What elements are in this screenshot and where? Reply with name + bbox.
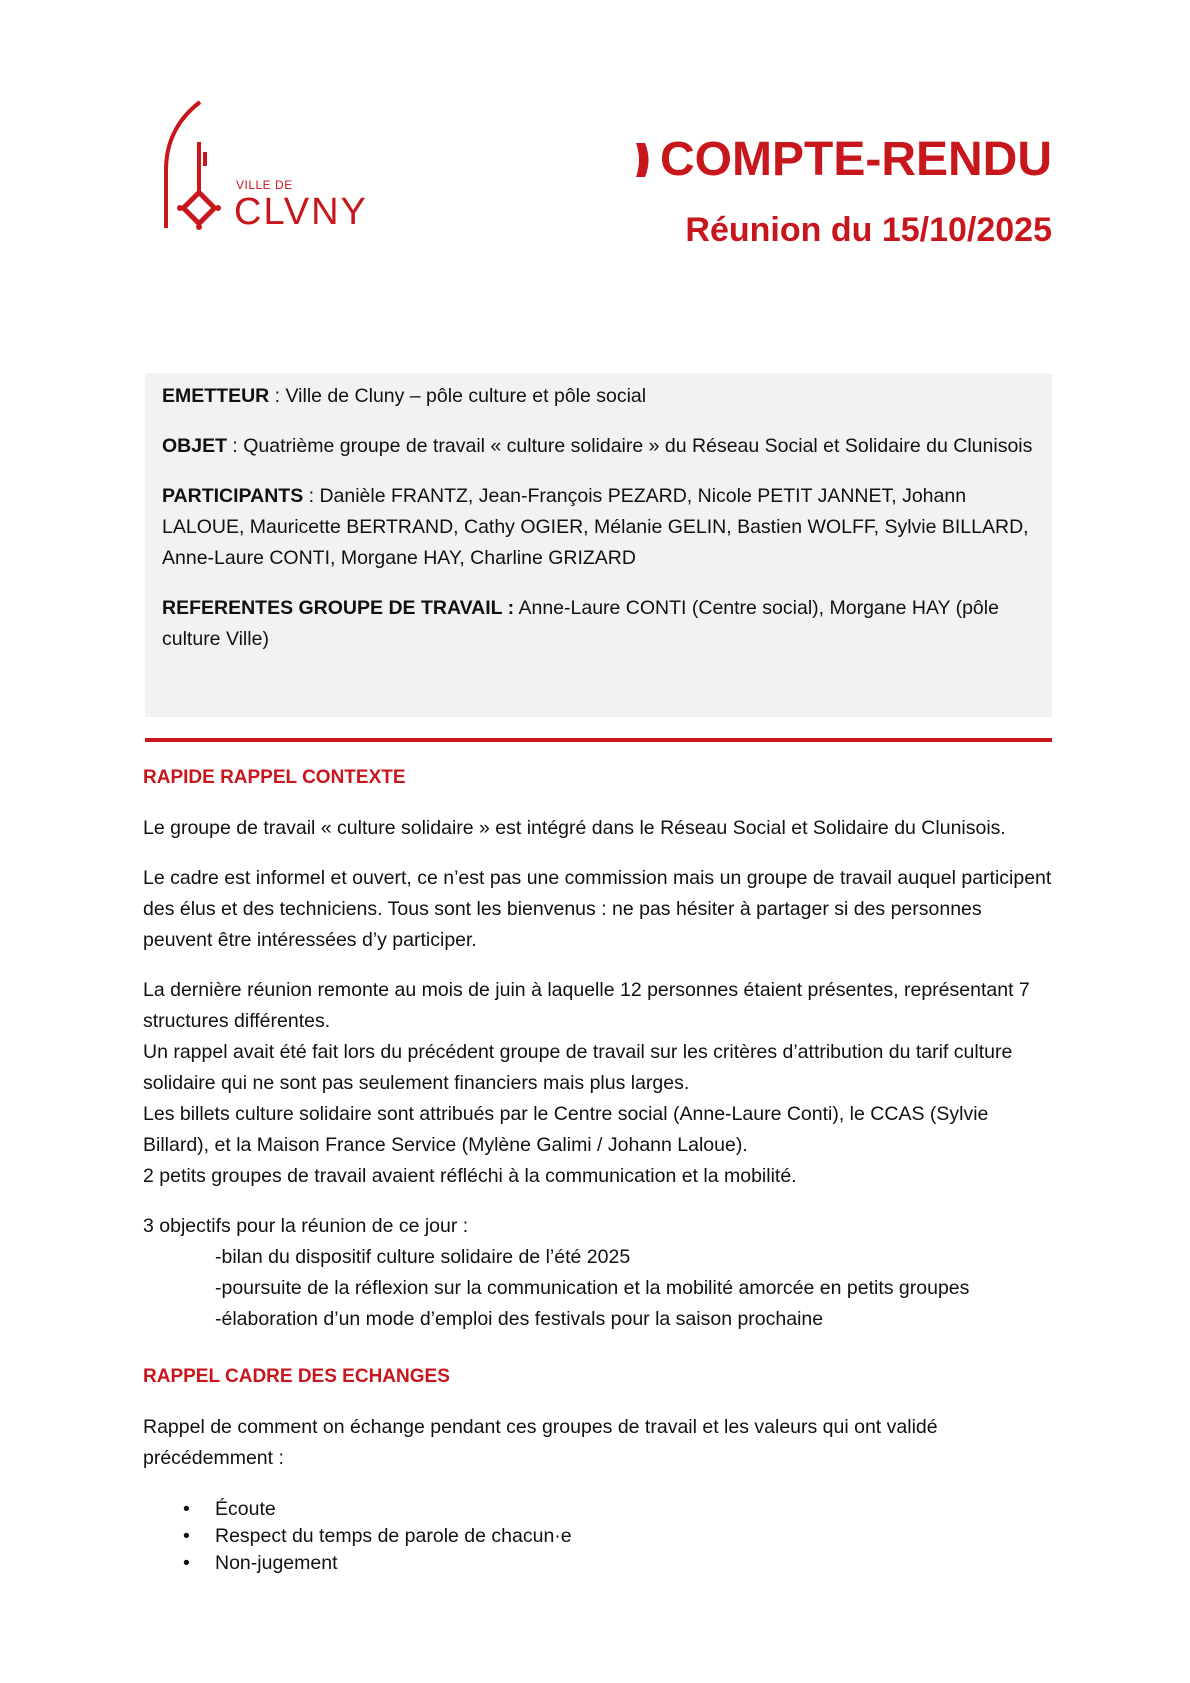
document-title (636, 132, 1052, 188)
objective-item: -élaboration d’un mode d’emploi des festivals pour la saison prochaine (215, 1308, 824, 1330)
values-list (143, 1496, 1055, 1577)
logo-small-text: VILLE DE (236, 178, 293, 192)
bullet-icon: • (183, 1552, 190, 1574)
section-heading-cadre: RAPPEL CADRE DES ECHANGES (143, 1366, 450, 1387)
participants-label: PARTICIPANTS (162, 485, 304, 507)
objective-item: -bilan du dispositif culture solidaire de l’été 2025 (215, 1246, 631, 1268)
logo-large-text: CLVNY (234, 191, 368, 233)
emetteur-value: : Ville de Cluny – pôle culture et pôle social (269, 385, 647, 407)
list-item (143, 1496, 1055, 1523)
paragraph-group (143, 975, 1055, 1192)
referentes-row (162, 593, 1035, 655)
paragraph: Le cadre est informel et ouvert, ce n’est pas une commission mais un groupe de travail auquel participent des élus et des techniciens. Tous sont les bienvenus : ne pas hésiter à partager si des personnes peuvent être intéressées d’y participer. (143, 867, 1052, 951)
meeting-date: Réunion du 15/10/2025 (685, 211, 1052, 249)
referentes-label: REFERENTES GROUPE DE TRAVAIL : (162, 597, 515, 619)
list-item (143, 1550, 1055, 1577)
paragraph: Rappel de comment on échange pendant ces groupes de travail et les valeurs qui ont validé précédemment : (143, 1416, 938, 1469)
paragraph: Le groupe de travail « culture solidaire » est intégré dans le Réseau Social et Solidaire du Clunisois. (143, 817, 1006, 839)
section-divider (145, 738, 1052, 742)
referentes-value: Anne-Laure CONTI (Centre social), Morgane HAY (pôle culture Ville) (162, 597, 999, 650)
section-heading-contexte: RAPIDE RAPPEL CONTEXTE (143, 767, 406, 788)
paragraph-line: Un rappel avait été fait lors du précédent groupe de travail sur les critères d’attribution du tarif culture solidaire qui ne sont pas seulement financiers mais plus larges. (143, 1041, 1013, 1094)
objet-label: OBJET (162, 435, 228, 457)
objectives-intro: 3 objectifs pour la réunion de ce jour : (143, 1215, 469, 1237)
ville-de-cluny-logo (160, 100, 400, 260)
emetteur-label: EMETTEUR (162, 385, 270, 407)
objective-item: -poursuite de la réflexion sur la communication et la mobilité amorcée en petits groupes (215, 1277, 970, 1299)
document-body (143, 762, 1055, 1577)
participants-value: : Danièle FRANTZ, Jean-François PEZARD, Nicole PETIT JANNET, Johann LALOUE, Mauricette BERTRAND, Cathy OGIER, Mélanie GELIN, Bastien WOLFF, Sylvie BILLARD, Anne-Laure CONTI, Morgane HAY, Charline GRIZARD (162, 485, 1029, 569)
bullet-icon: • (183, 1525, 190, 1547)
objet-row (162, 431, 1035, 462)
objet-value: : Quatrième groupe de travail « culture solidaire » du Réseau Social et Solidaire du Clunisois (227, 435, 1033, 457)
paragraph-line: La dernière réunion remonte au mois de juin à laquelle 12 personnes étaient présentes, représentant 7 structures différentes. (143, 979, 1030, 1032)
title-text: COMPTE-RENDU (660, 133, 1052, 186)
document-header (636, 132, 1052, 252)
paragraph-line: Les billets culture solidaire sont attribués par le Centre social (Anne-Laure Conti), le CCAS (Sylvie Billard), et la Maison France Service (Mylène Galimi / Johann Laloue). (143, 1103, 989, 1156)
meeting-info-box (145, 373, 1052, 717)
chevron-bullet-icon (636, 143, 652, 177)
paragraph-line: 2 petits groupes de travail avaient réfléchi à la communication et la mobilité. (143, 1165, 797, 1187)
objectives-block (143, 1211, 1055, 1335)
list-item (143, 1523, 1055, 1550)
bullet-icon: • (183, 1498, 190, 1520)
list-item-text: Écoute (215, 1498, 276, 1520)
emetteur-row (162, 381, 1035, 412)
participants-row (162, 481, 1035, 574)
list-item-text: Non-jugement (215, 1552, 338, 1574)
list-item-text: Respect du temps de parole de chacun·e (215, 1525, 572, 1547)
